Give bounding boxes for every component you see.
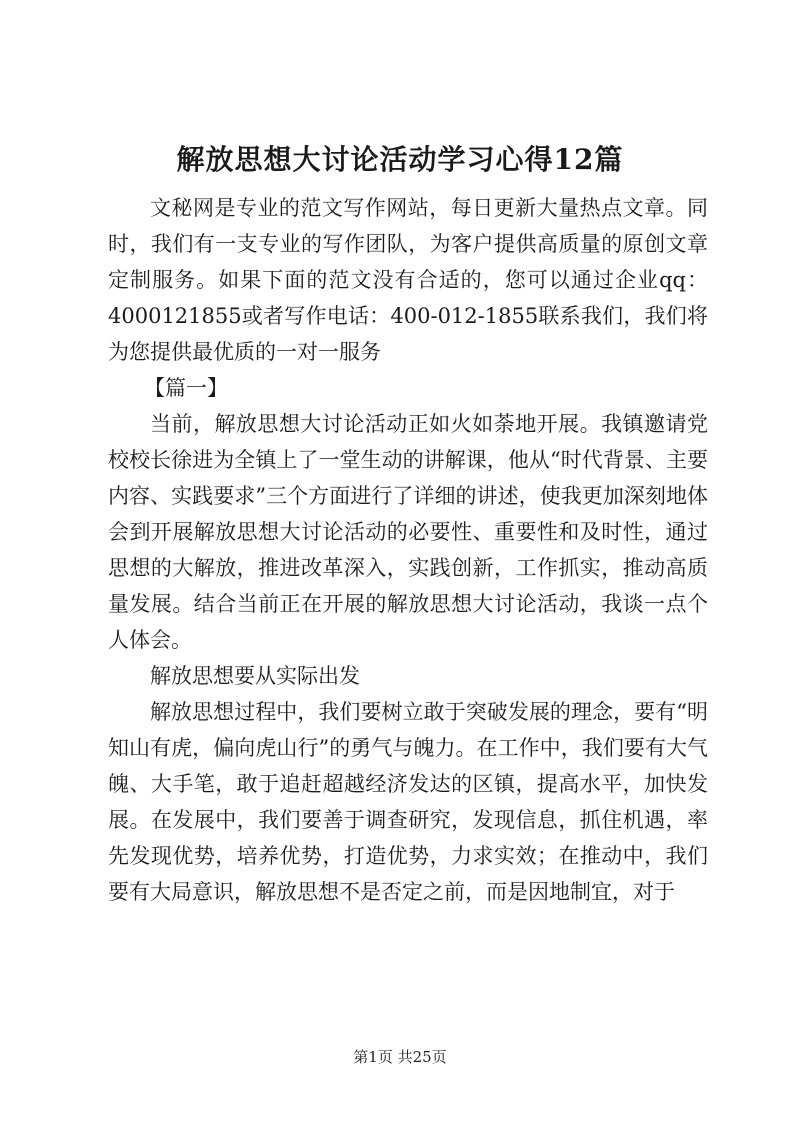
- body-paragraph-1: 当前，解放思想大讨论活动正如火如荼地开展。我镇邀请党校校长徐进为全镇上了一堂生动的讲解课，他从“时代背景、主要内容、实践要求”三个方面进行了详细的讲述，使我更加深刻地体会到开展解放思想大讨论活动的必要性、重要性和及时性，通过思想的大解放，推进改革深入，实践创新，工作抓实，推动高质量发展。结合当前正在开展的解放思想大讨论活动，我谈一点个人体会。: [108, 412, 708, 652]
- section-label: 【篇一】: [144, 376, 228, 400]
- page-footer: 第1页 共25页: [353, 1048, 447, 1066]
- document-body: [108, 190, 708, 910]
- document-title: 解放思想大讨论活动学习心得12篇: [176, 143, 624, 176]
- body-paragraph-2: 解放思想过程中，我们要树立敢于突破发展的理念，要有“明知山有虎，偏向虎山行”的勇气与魄力。在工作中，我们要有大气魄、大手笔，敢于追赶超越经济发达的区镇，提高水平，加快发展。在发展中，我们要善于调查研究，发现信息，抓住机遇，率先发现优势，培养优势，打造优势，力求实效；在推动中，我们要有大局意识，解放思想不是否定之前，而是因地制宜，对于: [108, 700, 708, 904]
- intro-paragraph: 文秘网是专业的范文写作网站，每日更新大量热点文章。同时，我们有一支专业的写作团队，为客户提供高质量的原创文章定制服务。如果下面的范文没有合适的，您可以通过企业qq：4000121855或者写作电话：400-012-1855联系我们，我们将为您提供最优质的一对一服务: [108, 196, 708, 364]
- subheading: 解放思想要从实际出发: [150, 664, 360, 688]
